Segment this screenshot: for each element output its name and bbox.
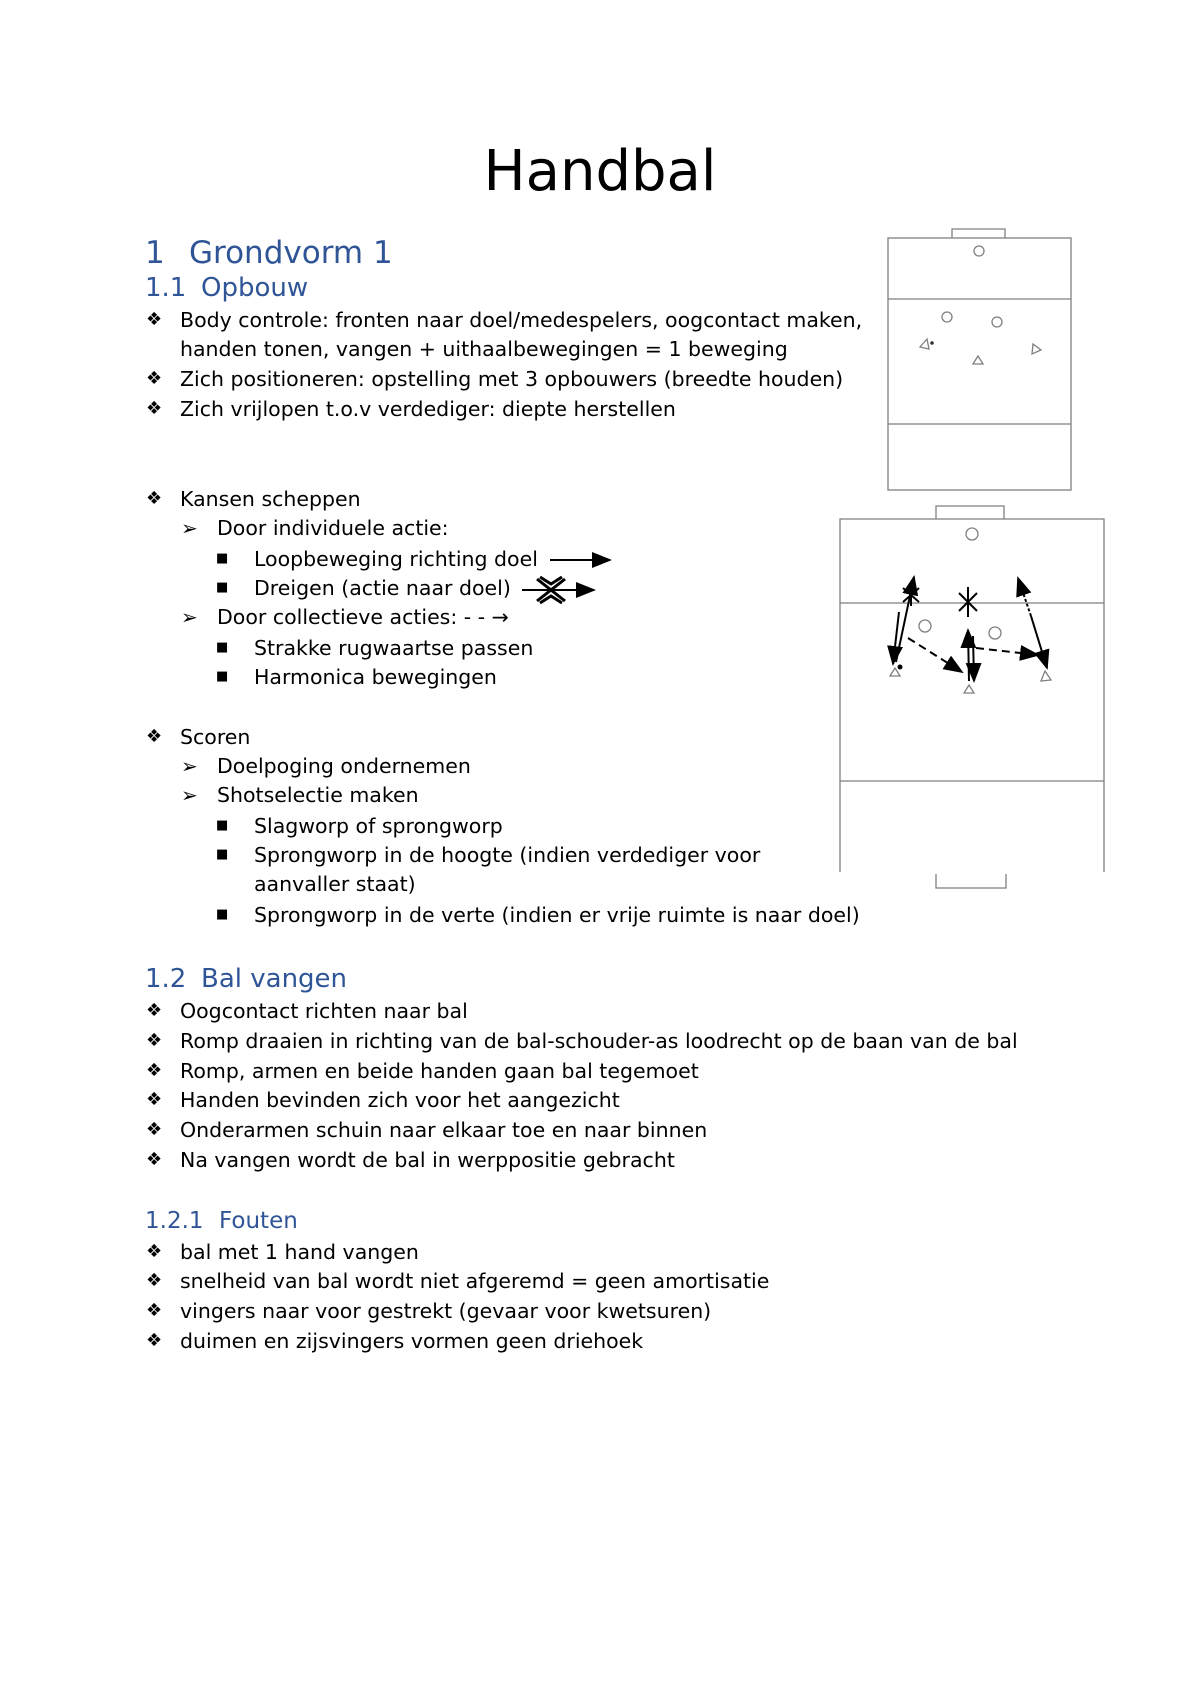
list-item: Onderarmen schuin naar elkaar toe en naar binnen [180, 1118, 708, 1142]
list-item: bal met 1 hand vangen [180, 1240, 419, 1264]
square-bullet-icon: ■ [216, 818, 229, 833]
list-item: Romp draaien in richting van de bal-schouder-as loodrecht op de baan van de bal [180, 1029, 1018, 1053]
list-item-continued: handen tonen, vangen + uithaalbewegingen = 1 beweging [180, 337, 788, 361]
screen-icon [959, 587, 977, 617]
diamond-bullet-icon: ❖ [146, 309, 163, 330]
list-item: Harmonica bewegingen [254, 665, 497, 689]
court-outline [840, 519, 1104, 872]
list-item: Sprongworp in de hoogte (indien verdediger voor [254, 843, 761, 867]
run-arrow [1018, 578, 1031, 616]
list-item: duimen en zijsvingers vormen geen driehoek [180, 1329, 644, 1353]
list-item: Door individuele actie: [217, 516, 449, 540]
list-item: Loopbeweging richting doel [254, 547, 538, 571]
diamond-bullet-icon: ❖ [146, 1330, 163, 1351]
list-item: Shotselectie maken [217, 783, 419, 807]
defender-icon [919, 620, 931, 632]
run-arrow [973, 636, 974, 681]
court-diagram-acties [840, 506, 1104, 888]
diamond-bullet-icon: ❖ [146, 1060, 163, 1081]
goal-icon [952, 229, 1005, 238]
square-bullet-icon: ■ [216, 551, 229, 566]
attacker-icon [964, 685, 974, 693]
heading-number: 1.1 [145, 273, 187, 303]
defender-icon [992, 317, 1002, 327]
list-item: Oogcontact richten naar bal [180, 999, 468, 1023]
diamond-bullet-icon: ❖ [146, 1241, 163, 1262]
heading-text: Opbouw [201, 273, 309, 303]
square-bullet-icon: ■ [216, 669, 229, 684]
attacker-icon [1041, 671, 1051, 681]
square-bullet-icon: ■ [216, 580, 229, 595]
diamond-bullet-icon: ❖ [146, 1149, 163, 1170]
heading-text: Fouten [219, 1208, 298, 1234]
ball-icon [930, 341, 934, 345]
run-arrow [968, 630, 969, 681]
diamond-bullet-icon: ❖ [146, 398, 163, 419]
diamond-bullet-icon: ❖ [146, 1119, 163, 1140]
defender-icon [942, 312, 952, 322]
attacker-icon [920, 339, 929, 349]
pass-arrow [908, 638, 962, 672]
arrow-bullet-icon: ➢ [181, 783, 198, 807]
heading-number: 1 [145, 235, 165, 271]
heading-number: 1.2.1 [145, 1208, 204, 1234]
list-item: Sprongworp in de verte (indien er vrije ruimte is naar doel) [254, 903, 860, 927]
square-bullet-icon: ■ [216, 847, 229, 862]
heading-number: 1.2 [145, 964, 187, 994]
pass-arrow [976, 648, 1038, 655]
list-item: Door collectieve acties: - - → [217, 605, 509, 629]
diamond-bullet-icon: ❖ [146, 1089, 163, 1110]
list-item: Dreigen (actie naar doel) [254, 576, 511, 600]
page-title: Handbal [483, 139, 717, 204]
attacker-icon [973, 356, 983, 364]
list-item: Scoren [180, 725, 251, 749]
heading-text: Bal vangen [201, 964, 348, 994]
ball-icon [898, 665, 903, 670]
list-item: Body controle: fronten naar doel/medespelers, oogcontact maken, [180, 308, 863, 332]
goal-icon [936, 506, 1004, 519]
goalkeeper-icon [974, 246, 984, 256]
square-bullet-icon: ■ [216, 640, 229, 655]
list-item: snelheid van bal wordt niet afgeremd = geen amortisatie [180, 1269, 770, 1293]
defender-icon [989, 627, 1001, 639]
diamond-bullet-icon: ❖ [146, 1270, 163, 1291]
attacker-icon [890, 668, 900, 676]
diamond-bullet-icon: ❖ [146, 1000, 163, 1021]
list-item: Kansen scheppen [180, 487, 361, 511]
attacker-icon [1032, 344, 1041, 354]
list-item: Strakke rugwaartse passen [254, 636, 534, 660]
list-item-continued: aanvaller staat) [254, 872, 416, 896]
goalkeeper-icon [966, 528, 978, 540]
goal-icon [936, 874, 1006, 888]
list-item: vingers naar voor gestrekt (gevaar voor kwetsuren) [180, 1299, 712, 1323]
diamond-bullet-icon: ❖ [146, 1300, 163, 1321]
dreigen-arrow-icon [522, 577, 594, 603]
square-bullet-icon: ■ [216, 907, 229, 922]
list-item: Slagworp of sprongworp [254, 814, 503, 838]
diamond-bullet-icon: ❖ [146, 1030, 163, 1051]
arrow-bullet-icon: ➢ [181, 605, 198, 629]
diamond-bullet-icon: ❖ [146, 488, 163, 509]
diamond-bullet-icon: ❖ [146, 726, 163, 747]
diamond-bullet-icon: ❖ [146, 368, 163, 389]
arrow-bullet-icon: ➢ [181, 754, 198, 778]
list-item: Romp, armen en beide handen gaan bal tegemoet [180, 1059, 699, 1083]
run-arrow [1031, 616, 1047, 668]
list-item: Zich vrijlopen t.o.v verdediger: diepte herstellen [180, 397, 676, 421]
heading-text: Grondvorm 1 [189, 235, 393, 271]
court-diagram-opbouw [888, 229, 1071, 490]
arrow-bullet-icon: ➢ [181, 516, 198, 540]
list-item: Na vangen wordt de bal in werppositie gebracht [180, 1148, 675, 1172]
list-item: Handen bevinden zich voor het aangezicht [180, 1088, 620, 1112]
list-item: Doelpoging ondernemen [217, 754, 471, 778]
list-item: Zich positioneren: opstelling met 3 opbouwers (breedte houden) [180, 367, 844, 391]
